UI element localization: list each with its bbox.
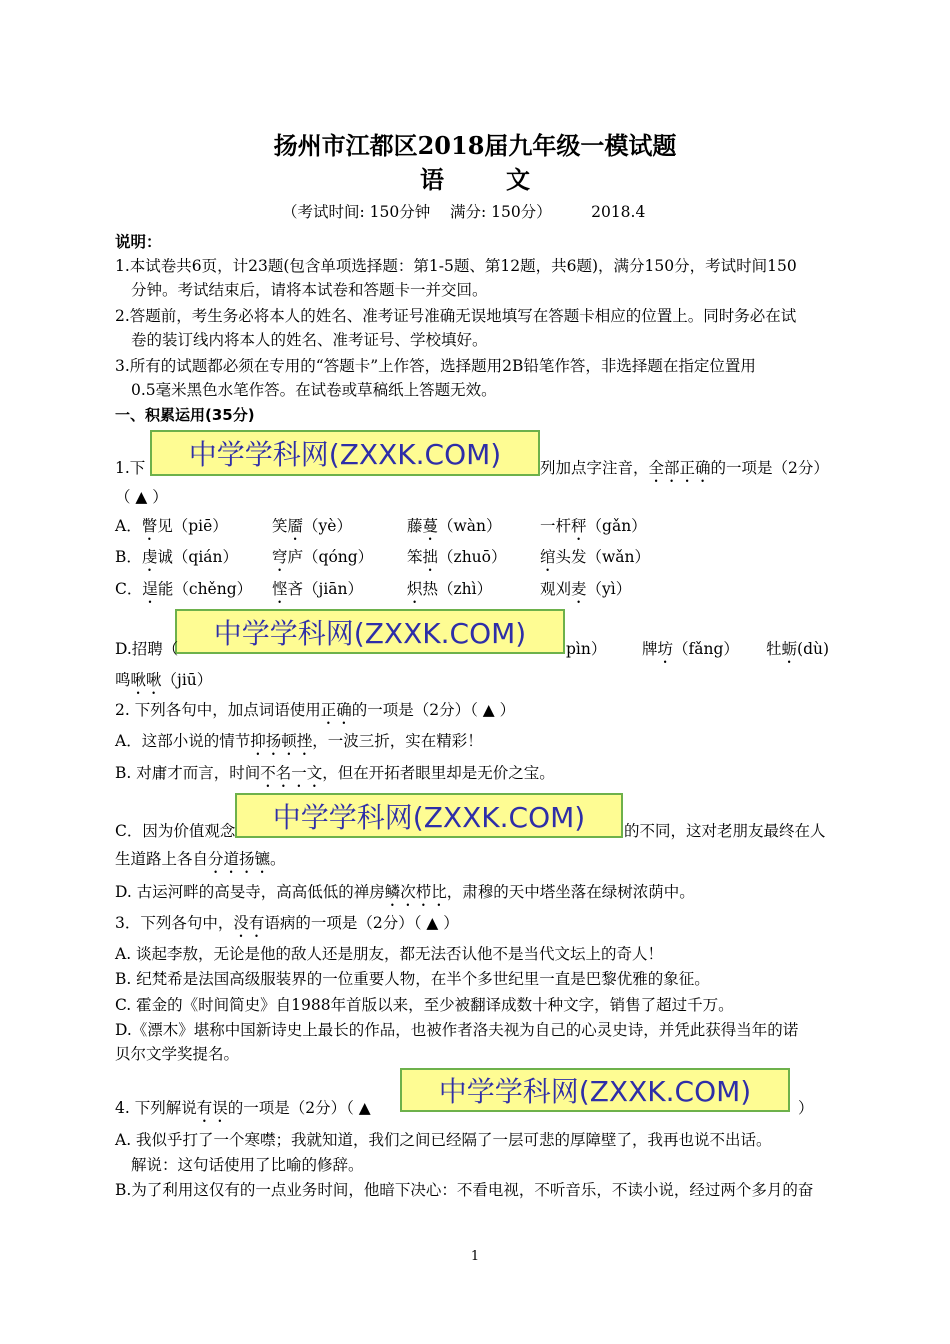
q1-option-c-4: 观刈麦（yì）	[540, 580, 632, 598]
q4-option-a: A. 我似乎打了一个寒噤；我就知道，我们之间已经隔了一层可悲的厚障壁了，我再也说不出话。	[115, 1131, 772, 1149]
q4-stem-end: ）	[798, 1099, 814, 1117]
subject-title: 语文	[420, 165, 592, 194]
instruction-3-line-2: 0.5毫米黑色水笔作答。在试卷或草稿纸上答题无效。	[131, 381, 497, 399]
instruction-2-line-1: 2.答题前，考生务必将本人的姓名、准考证号准确无误地填写在答题卡相应的位置上。同时务必在试	[115, 307, 797, 325]
q3-stem: 3．下列各句中，没有语病的一项是（2分）（ ▲ ）	[115, 914, 459, 932]
page-number: 1	[470, 1249, 480, 1264]
q4-option-a-note: 解说：这句话使用了比喻的修辞。	[131, 1156, 364, 1174]
q3-option-c: C. 霍金的《时间简史》自1988年首版以来，至少被翻译成数十种文字，销售了超过千万。	[115, 996, 734, 1014]
instruction-3-line-1: 3.所有的试题都必须在专用的“答题卡”上作答，选择题用2B铅笔作答，非选择题在指定位置用	[115, 357, 756, 375]
q1-option-c-1: C．逞能（chěng）	[115, 580, 253, 598]
q2-option-c-line-2: 生道路上各自分道扬镳。	[115, 850, 286, 868]
instructions-heading: 说明：	[115, 232, 162, 251]
watermark-banner: 中学学科网(ZXXK.COM)	[235, 793, 623, 838]
q1-option-d-prefix: D.招聘（	[115, 640, 179, 658]
q3-option-a: A. 谈起李敖，无论是他的敌人还是朋友，都无法否认他不是当代文坛上的奇人！	[115, 945, 664, 963]
q1-answer-blank: （ ▲ ）	[115, 488, 168, 506]
watermark-banner: 中学学科网(ZXXK.COM)	[175, 609, 565, 654]
q1-option-a-3: 藤蔓（wàn）	[407, 517, 502, 535]
q1-option-d-3: 牡蛎(dù)	[766, 640, 830, 658]
q1-option-b-3: 笨拙（zhuō）	[407, 548, 507, 566]
q1-option-b-4: 绾头发（wǎn）	[540, 548, 651, 566]
q1-option-a-4: 一杆秤（gǎn）	[540, 517, 647, 535]
section-1-heading: 一、积累运用(35分)	[115, 406, 255, 424]
q4-stem: 4. 下列解说有误的一项是（2分）（ ▲	[115, 1099, 371, 1117]
q3-option-b: B. 纪梵希是法国高级服装界的一位重要人物，在半个多世纪里一直是巴黎优雅的象征。	[115, 970, 710, 988]
q2-option-a: A．这部小说的情节抑扬顿挫，一波三折，实在精彩！	[115, 732, 483, 750]
q1-option-a-2: 笑靥（yè）	[272, 517, 352, 535]
instruction-1-line-2: 分钟。考试结束后，请将本试卷和答题卡一并交回。	[131, 281, 488, 299]
watermark-banner: 中学学科网(ZXXK.COM)	[150, 430, 540, 476]
q1-option-c-3: 炽热（zhì）	[407, 580, 493, 598]
q2-option-b: B. 对庸才而言，时间不名一文，但在开拓者眼里却是无价之宝。	[115, 764, 555, 782]
q1-option-b-1: B．虔诚（qián）	[115, 548, 239, 566]
exam-info: （考试时间: 150分钟 满分: 150分） 2018.4	[282, 203, 646, 221]
q1-stem-start: 1.下	[115, 459, 146, 477]
q3-option-d-line-1: D.《漂木》堪称中国新诗史上最长的作品，也被作者洛夫视为自己的心灵史诗，并凭此获得当年的诺	[115, 1021, 799, 1039]
page-title: 扬州市江都区2018届九年级一模试题	[273, 131, 677, 160]
instruction-2-line-2: 卷的装订线内将本人的姓名、准考证号、学校填好。	[131, 331, 488, 349]
q2-option-c-start: C．因为价值观念	[115, 822, 236, 840]
q2-option-d: D. 古运河畔的高旻寺，高高低低的禅房鳞次栉比，肃穆的天中塔坐落在绿树浓荫中。	[115, 883, 695, 901]
q1-option-b-2: 穹庐（qóng）	[272, 548, 374, 566]
q2-stem: 2. 下列各句中，加点词语使用正确的一项是（2分）（ ▲ ）	[115, 701, 516, 719]
q2-option-c-end: 的不同，这对老朋友最终在人	[624, 822, 826, 840]
watermark-banner: 中学学科网(ZXXK.COM)	[400, 1068, 790, 1112]
q1-option-d-1: pìn）	[566, 640, 607, 658]
instruction-1-line-1: 1.本试卷共6页，计23题(包含单项选择题：第1-5题、第12题，共6题)，满分150分，考试时间150	[115, 257, 797, 275]
q1-option-c-2: 悭吝（jiān）	[272, 580, 364, 598]
q4-option-b: B.为了利用这仅有的一点业务时间，他暗下决心：不看电视，不听音乐，不读小说，经过两个多月的奋	[115, 1181, 814, 1199]
q1-option-d-4: 鸣啾啾（jiū）	[115, 671, 213, 689]
q3-option-d-line-2: 贝尔文学奖提名。	[115, 1045, 240, 1063]
q1-option-d-2: 牌坊（fǎng）	[642, 640, 739, 658]
q1-option-a-1: A．瞥见（piē）	[115, 517, 228, 535]
q1-stem: 列加点字注音，全部正确的一项是（2分）	[540, 459, 829, 477]
